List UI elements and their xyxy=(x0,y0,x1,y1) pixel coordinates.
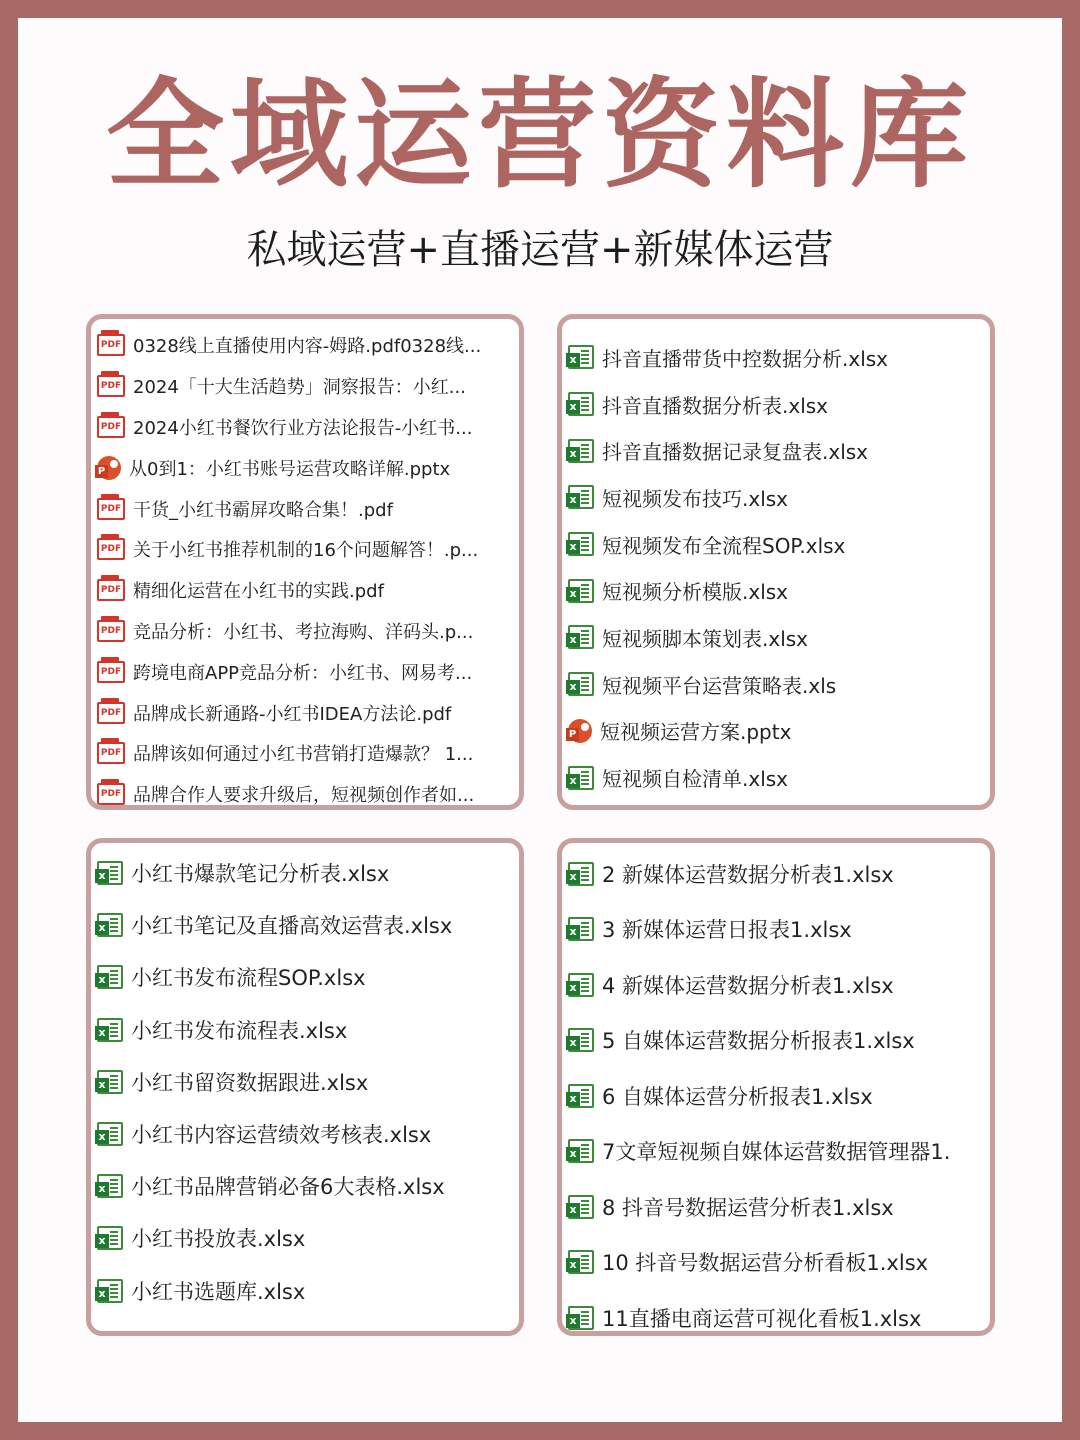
file-name: 小红书发布流程SOP.xlsx xyxy=(131,966,366,991)
file-list-item[interactable] xyxy=(562,1179,990,1235)
file-name: 品牌成长新通路-小红书IDEA方法论.pdf xyxy=(133,703,452,725)
file-name: 品牌合作人要求升级后，短视频创作者如... xyxy=(133,785,475,807)
ppt-icon xyxy=(568,719,592,743)
file-list-item[interactable] xyxy=(91,1160,519,1212)
pdf-icon: PDF xyxy=(97,742,125,764)
file-list-item[interactable] xyxy=(562,754,990,801)
file-list-item[interactable] xyxy=(562,708,990,755)
file-list-item[interactable] xyxy=(91,611,519,652)
file-name: 2024小红书餐饮行业方法论报告-小红书... xyxy=(133,417,473,439)
pdf-icon: PDF xyxy=(97,375,125,397)
pdf-icon: PDF xyxy=(97,334,125,356)
xlsx-icon xyxy=(568,1028,594,1052)
xlsx-icon xyxy=(568,917,594,941)
file-list-item[interactable] xyxy=(91,692,519,733)
file-name: 小红书内容运营绩效考核表.xlsx xyxy=(131,1123,432,1148)
file-name: 6 自媒体运营分析报表1.xlsx xyxy=(602,1084,873,1109)
xlsx-icon xyxy=(97,1279,123,1303)
file-list-item[interactable] xyxy=(91,325,519,366)
file-name: 5 自媒体运营数据分析报表1.xlsx xyxy=(602,1029,915,1054)
file-list-item[interactable] xyxy=(91,1004,519,1056)
file-list-item[interactable] xyxy=(91,951,519,1003)
file-name: 小红书投放表.xlsx xyxy=(131,1227,306,1252)
xlsx-icon xyxy=(97,1122,123,1146)
xlsx-icon xyxy=(568,485,594,509)
pdf-icon: PDF xyxy=(97,538,125,560)
file-list-item[interactable] xyxy=(91,1056,519,1108)
pdf-icon: PDF xyxy=(97,661,125,683)
file-name: 抖音直播数据分析表.xlsx xyxy=(602,393,829,418)
file-name: 干货_小红书霸屏攻略合集！.pdf xyxy=(133,499,393,521)
file-name: 8 抖音号数据运营分析表1.xlsx xyxy=(602,1195,894,1220)
file-list-item[interactable] xyxy=(562,567,990,614)
xlsx-icon xyxy=(568,579,594,603)
file-list-item[interactable] xyxy=(91,899,519,951)
xlsx-icon xyxy=(568,862,594,886)
file-name: 抖音直播数据记录复盘表.xlsx xyxy=(602,440,869,465)
xlsx-icon xyxy=(568,672,594,696)
file-panel-top-right xyxy=(557,314,995,810)
file-panel-top-left xyxy=(86,314,524,810)
pdf-icon: PDF xyxy=(97,498,125,520)
file-list-item[interactable] xyxy=(91,570,519,611)
file-list-item[interactable] xyxy=(91,1265,519,1317)
file-list-item[interactable] xyxy=(91,1212,519,1264)
xlsx-icon xyxy=(568,392,594,416)
file-name: 3 新媒体运营日报表1.xlsx xyxy=(602,918,852,943)
file-name: 7文章短视频自媒体运营数据管理器1. xyxy=(602,1140,951,1165)
file-list-item[interactable] xyxy=(562,474,990,521)
file-name: 短视频运营方案.pptx xyxy=(600,720,792,745)
xlsx-icon xyxy=(568,1084,594,1108)
file-name: 精细化运营在小红书的实践.pdf xyxy=(133,581,384,603)
file-name: 小红书笔记及直播高效运营表.xlsx xyxy=(131,914,453,939)
file-name: 竞品分析：小红书、考拉海购、洋码头.p... xyxy=(133,621,474,643)
file-name: 11直播电商运营可视化看板1.xlsx xyxy=(602,1306,922,1331)
pdf-icon: PDF xyxy=(97,416,125,438)
file-list xyxy=(562,334,990,801)
file-list xyxy=(91,325,519,810)
file-list-item[interactable] xyxy=(91,529,519,570)
file-list-item[interactable] xyxy=(562,902,990,958)
file-name: 短视频发布技巧.xlsx xyxy=(602,486,789,511)
file-list-item[interactable] xyxy=(562,1290,990,1336)
file-list-item[interactable] xyxy=(562,614,990,661)
file-name: 4 新媒体运营数据分析表1.xlsx xyxy=(602,973,894,998)
xlsx-icon xyxy=(97,913,123,937)
file-name: 10 抖音号数据运营分析看板1.xlsx xyxy=(602,1251,929,1276)
file-list-item[interactable] xyxy=(91,366,519,407)
xlsx-icon xyxy=(97,1070,123,1094)
file-list-item[interactable] xyxy=(562,427,990,474)
xlsx-icon xyxy=(568,1306,594,1330)
file-list-item[interactable] xyxy=(91,774,519,810)
page-title: 全域运营资料库 xyxy=(105,66,974,204)
pdf-icon: PDF xyxy=(97,702,125,724)
file-list-item[interactable] xyxy=(562,1013,990,1069)
file-name: 短视频分析模版.xlsx xyxy=(602,580,789,605)
xlsx-icon xyxy=(97,1018,123,1042)
file-name: 0328线上直播使用内容-姆路.pdf0328线... xyxy=(133,336,482,358)
file-list-item[interactable] xyxy=(91,847,519,899)
xlsx-icon xyxy=(568,345,594,369)
file-list-item[interactable] xyxy=(562,521,990,568)
file-panel-bottom-right xyxy=(557,838,995,1336)
file-panel-bottom-left xyxy=(86,838,524,1336)
file-name: 小红书品牌营销必备6大表格.xlsx xyxy=(131,1175,445,1200)
file-name: 品牌该如何通过小红书营销打造爆款？ 1... xyxy=(133,744,474,766)
xlsx-icon xyxy=(97,1226,123,1250)
file-name: 短视频发布全流程SOP.xlsx xyxy=(602,533,846,558)
file-name: 短视频平台运营策略表.xls xyxy=(602,673,837,698)
file-list-item[interactable] xyxy=(91,447,519,488)
page-subtitle: 私域运营+直播运营+新媒体运营 xyxy=(246,227,834,273)
pdf-icon: PDF xyxy=(97,783,125,805)
file-list-item[interactable] xyxy=(91,407,519,448)
file-list-item[interactable] xyxy=(91,1108,519,1160)
file-name: 2 新媒体运营数据分析表1.xlsx xyxy=(602,862,894,887)
file-list-item[interactable] xyxy=(91,651,519,692)
file-name: 抖音直播带货中控数据分析.xlsx xyxy=(602,346,889,371)
xlsx-icon xyxy=(568,1250,594,1274)
file-list-item[interactable] xyxy=(562,957,990,1013)
file-name: 2024「十大生活趋势」洞察报告：小红... xyxy=(133,377,466,399)
xlsx-icon xyxy=(97,861,123,885)
xlsx-icon xyxy=(568,1139,594,1163)
pdf-icon: PDF xyxy=(97,620,125,642)
pdf-icon: PDF xyxy=(97,579,125,601)
xlsx-icon xyxy=(97,965,123,989)
file-name: 小红书爆款笔记分析表.xlsx xyxy=(131,862,390,887)
xlsx-icon xyxy=(568,625,594,649)
file-list xyxy=(562,846,990,1336)
file-name: 跨境电商APP竞品分析：小红书、网易考... xyxy=(133,662,473,684)
file-name: 从0到1：小红书账号运营攻略详解.pptx xyxy=(129,458,451,480)
file-name: 小红书选题库.xlsx xyxy=(131,1279,306,1304)
xlsx-icon xyxy=(97,1174,123,1198)
ppt-icon xyxy=(97,456,121,480)
file-list-item[interactable] xyxy=(562,661,990,708)
xlsx-icon xyxy=(568,532,594,556)
file-list-item[interactable] xyxy=(562,381,990,428)
file-name: 小红书发布流程表.xlsx xyxy=(131,1018,348,1043)
xlsx-icon xyxy=(568,439,594,463)
file-list-item[interactable] xyxy=(562,1124,990,1180)
file-list-item[interactable] xyxy=(562,846,990,902)
file-list-item[interactable] xyxy=(562,1235,990,1291)
xlsx-icon xyxy=(568,973,594,997)
file-list-item[interactable] xyxy=(562,334,990,381)
file-name: 关于小红书推荐机制的16个问题解答！.p... xyxy=(133,540,479,562)
file-list-item[interactable] xyxy=(562,1068,990,1124)
file-list-item[interactable] xyxy=(91,733,519,774)
file-name: 短视频自检清单.xlsx xyxy=(602,767,789,792)
file-name: 短视频脚本策划表.xlsx xyxy=(602,626,809,651)
file-list xyxy=(91,847,519,1317)
file-name: 小红书留资数据跟进.xlsx xyxy=(131,1070,369,1095)
xlsx-icon xyxy=(568,1195,594,1219)
xlsx-icon xyxy=(568,766,594,790)
file-list-item[interactable] xyxy=(91,488,519,529)
